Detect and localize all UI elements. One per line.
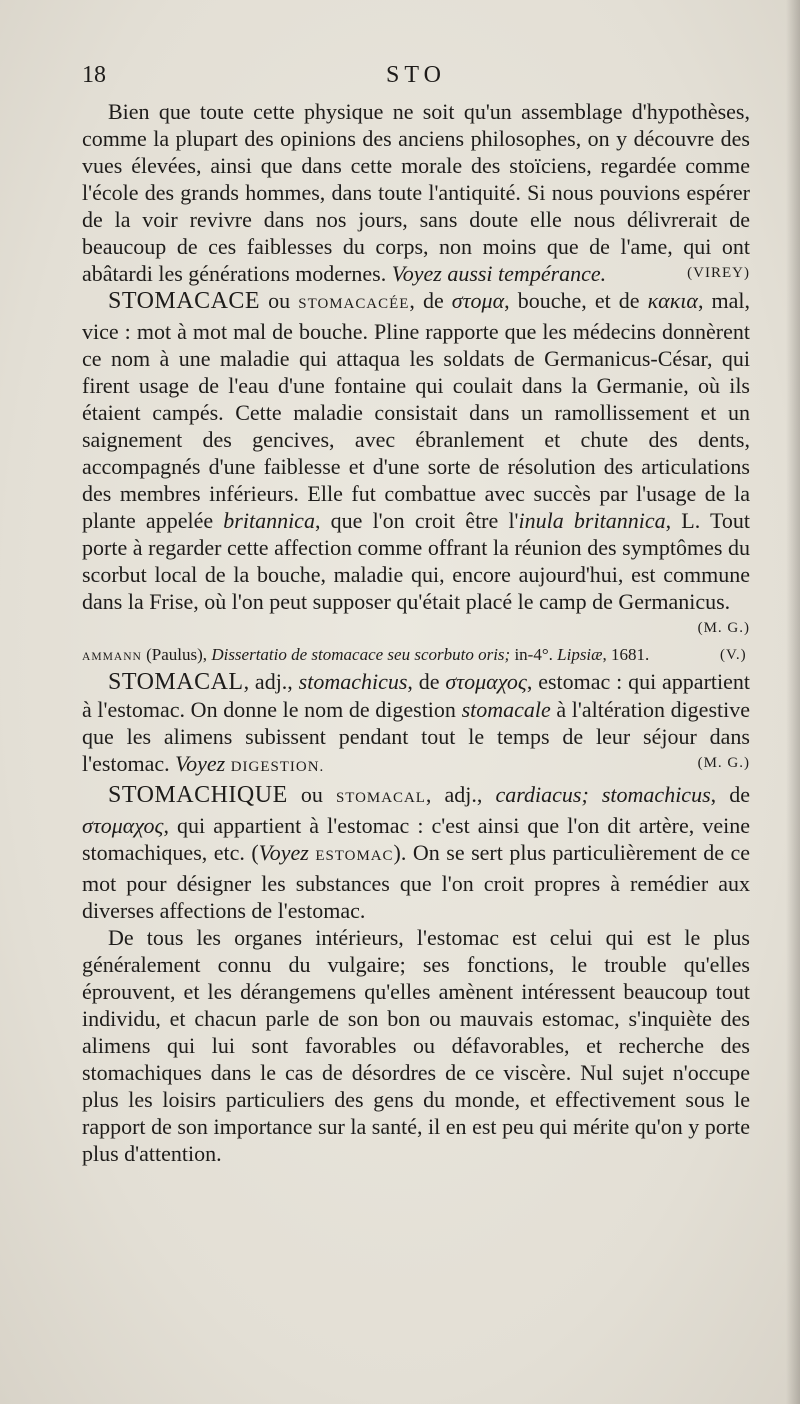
ref-place: Lipsiæ <box>557 645 603 664</box>
page-header <box>82 62 750 98</box>
stomacal-author: (M. G.) <box>697 755 750 771</box>
entry-conj: ou <box>260 288 299 313</box>
intro-author: (VIREY) <box>687 265 750 281</box>
intro-text: Bien que toute cette physique ne soit qu'un assemblage d'hypothèses, comme la plupart des opinions des anciens philosophes, on y découvre des vues élevées, ainsi que dans cette morale des stoïciens, regardée comme l'école des grands hommes, dans toute l'antiquité. Si nous pouvions espérer de la voir revivre dans nos jours, sans doute elle nous délivrerait de beaucoup de ces faiblesses du corps, non moins que de l'ame, qui ont abâtardi les générations modernes. <box>82 99 750 286</box>
text-column <box>82 62 750 1167</box>
entry-body: , L. Tout porte à regarder cette affection comme offrant la réunion des symptômes du scorbut local de la bouche, maladie qui, encore aujourd'hui, est commune dans la Frise, où l'on peut supposer qu'était placé le camp de Germanicus. <box>82 508 750 614</box>
entry-body: , estomac : qui appartient à l'estomac. On donne le nom de digestion <box>82 669 751 722</box>
ref-author: AMMANN <box>82 650 142 663</box>
entry-stomachique <box>82 781 750 924</box>
entry-body: à l'altération digestive que les alimens subissent pendant tout le temps de leur séjour dans l'estomac. <box>82 697 750 776</box>
etym-text: , de <box>407 669 446 694</box>
ref-year: , 1681. <box>602 645 650 664</box>
latin-term: stomachicus <box>298 669 408 694</box>
entry-body: , qui appartient à l'estomac : c'est ainsi que l'on dit artère, veine stomachiques, etc. ( <box>82 813 750 865</box>
see-target-estomac: ESTOMAC <box>315 848 394 864</box>
entry-conj: ou <box>287 782 336 807</box>
etym-text: , de <box>409 288 452 313</box>
see-target-digestion: DIGESTION. <box>230 759 325 775</box>
headword-stomacace: STOMACACE <box>108 288 261 314</box>
plant-name: britannica <box>223 508 315 533</box>
stomachique-paragraph-2: De tous les organes intérieurs, l'estomac est celui qui est le plus généralement connu du vulgaire; ses fonctions, le trouble qu'elles éprouvent, et les dérangemens qu'elles amènent intéressent beaucoup tout individu, et chacun parle de son bon ou mauvais estomac, s'inquiète des alimens qui lui sont favorables ou défavorables, et recherche des stomachiques dans le cas de désordres de ce viscère. Nul sujet n'occupe plus les loisirs particuliers des gens du monde, et effectivement sous le rapport de son importance sur la santé, il en est peu qui mérite qu'on y porte plus d'attention. <box>82 925 750 1166</box>
ref-given: (Paulus), <box>141 645 212 664</box>
greek-stomachos: στομαχος <box>445 669 527 694</box>
intro-paragraph <box>82 98 750 287</box>
entry-stomacal <box>82 668 750 781</box>
page-number: 18 <box>82 62 106 88</box>
etym-text: , de <box>710 782 751 807</box>
entry-body: , mal, vice : mot à mot mal de bouche. Pline rapporte que les médecins donnèrent ce nom à une maladie qui attaqua les soldats de Germanicus-César, qui firent usage de l'eau d'une fontaine qui coulait dans la Germanie, où ils étaient campés. Cette maladie consistait dans un ramollissement et un saignement des gencives, avec ébranlement et chute des dents, accompagnés d'une faiblesse et d'une sorte de résolution des articulations des membres inférieurs. Elle fut combattue avec succès par l'usage de la plante appelée <box>82 288 751 533</box>
entry-pos: , adj., <box>243 669 299 694</box>
headword-stomacal: STOMACAL <box>108 669 244 695</box>
ref-title: Dissertatio de stomacace seu scorbuto oris; <box>211 645 511 664</box>
entry-stomacace <box>82 287 751 636</box>
entry-pos: , adj., <box>425 782 496 807</box>
latin-terms: cardiacus; stomachicus <box>495 782 711 807</box>
entry-body: , que l'on croit être l' <box>314 508 519 533</box>
running-head: STO <box>386 62 446 88</box>
etym-text: , bouche, et de <box>504 288 648 313</box>
greek-stoma: στομα <box>451 288 505 313</box>
see-link: Voyez <box>258 840 309 865</box>
see-link: Voyez <box>175 751 226 776</box>
entry-body: ). On se sert plus particulièrement de ce mot pour désigner les substances que l'on croit propres à remédier aux diverses affections de l'estomac. <box>82 840 750 923</box>
variant-stomacacee: STOMACACÉE <box>298 296 410 312</box>
term-stomacale: stomacale <box>461 697 551 722</box>
bibliography-ammann: AMMANN (Paulus), Dissertatio de stomacace seu scorbuto oris; in-4°. Lipsiæ, 1681. (V.) <box>82 645 747 664</box>
plant-name-2: inula britannica <box>518 508 666 533</box>
intro-see: Voyez <box>391 261 442 286</box>
headword-stomachique: STOMACHIQUE <box>108 782 288 808</box>
stomacace-author: (M. G.) <box>697 620 750 636</box>
page-edge-shadow <box>786 0 800 1404</box>
variant-stomacal: STOMACAL <box>335 790 426 806</box>
greek-kakia: κακια <box>647 288 698 313</box>
greek-stomachos: στομαχος <box>82 813 164 838</box>
ref-format: in-4°. <box>510 645 553 664</box>
intro-see-target: aussi tempérance. <box>447 261 607 286</box>
